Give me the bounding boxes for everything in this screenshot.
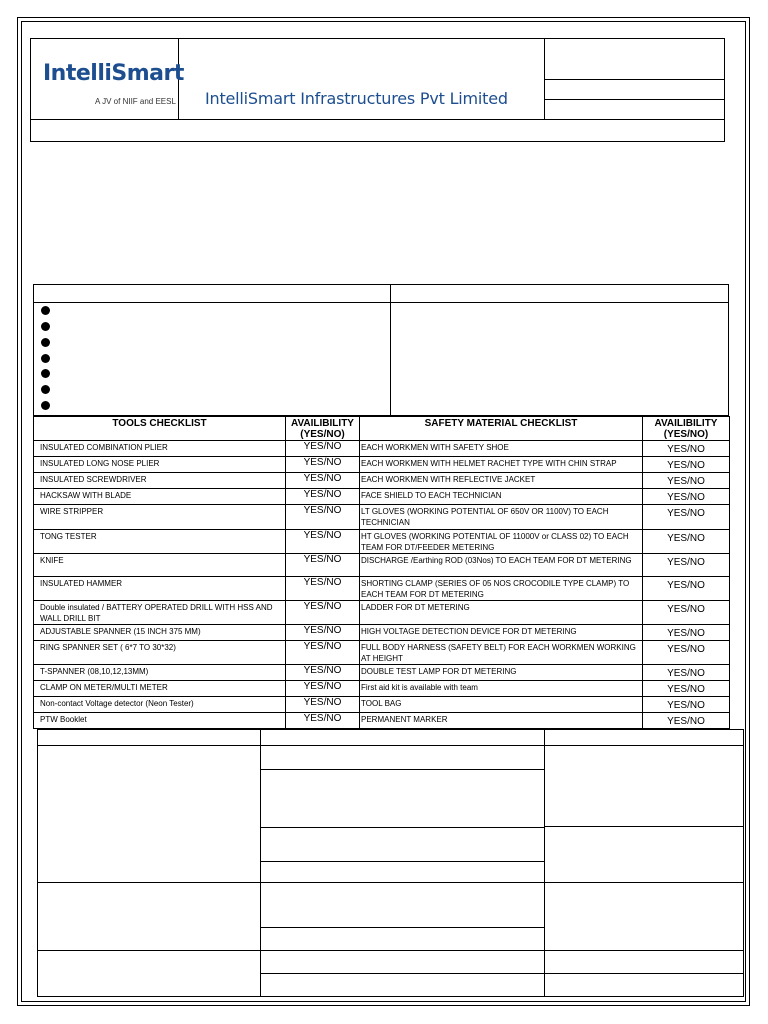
grid-divider	[544, 730, 545, 996]
header-right-row-2	[545, 80, 725, 100]
checklist-row	[34, 625, 730, 641]
safety-item: EACH WORKMEN WITH SAFETY SHOE	[360, 441, 643, 457]
safety-item: HT GLOVES (WORKING POTENTIAL OF 11000V or CLASS 02) TO EACH TEAM FOR DT/FEEDER METERING	[360, 530, 643, 554]
safety-item: DOUBLE TEST LAMP FOR DT METERING	[360, 665, 643, 681]
checklist-row	[34, 554, 730, 577]
checklist-row	[34, 665, 730, 681]
bullet-icon	[41, 369, 50, 378]
checklist-row	[34, 489, 730, 505]
logo-cell	[31, 39, 184, 119]
tool-availability: YES/NO	[286, 641, 360, 665]
safety-availability: YES/NO	[643, 505, 730, 530]
checklist-row	[34, 697, 730, 713]
safety-availability: YES/NO	[643, 601, 730, 625]
document-header	[30, 38, 725, 142]
title-cell	[179, 39, 545, 119]
grid-line	[260, 927, 544, 928]
instruction-section	[33, 284, 729, 416]
tool-item: INSULATED SCREWDRIVER	[34, 473, 286, 489]
safety-item: SHORTING CLAMP (SERIES OF 05 NOS CROCODILE TYPE CLAMP) TO EACH TEAM FOR DT METERING	[360, 577, 643, 601]
safety-availability: YES/NO	[643, 665, 730, 681]
safety-item: First aid kit is available with team	[360, 681, 643, 697]
checklist-row	[34, 577, 730, 601]
tool-item: RING SPANNER SET ( 6*7 TO 30*32)	[34, 641, 286, 665]
safety-item: EACH WORKMEN WITH HELMET RACHET TYPE WITH CHIN STRAP	[360, 457, 643, 473]
grid-line	[260, 827, 544, 828]
safety-availability-header: AVAILIBILITY (YES/NO)	[643, 417, 730, 441]
tool-item: INSULATED HAMMER	[34, 577, 286, 601]
grid-line	[260, 973, 744, 974]
tool-availability: YES/NO	[286, 554, 360, 577]
tool-item: HACKSAW WITH BLADE	[34, 489, 286, 505]
tool-item: WIRE STRIPPER	[34, 505, 286, 530]
tool-item: Double insulated / BATTERY OPERATED DRILL WITH HSS AND WALL DRILL BIT	[34, 601, 286, 625]
tool-availability: YES/NO	[286, 665, 360, 681]
safety-availability: YES/NO	[643, 577, 730, 601]
checklist-row	[34, 441, 730, 457]
checklist-row	[34, 473, 730, 489]
tools-checklist-header: TOOLS CHECKLIST	[34, 417, 286, 441]
tool-availability: YES/NO	[286, 489, 360, 505]
safety-availability: YES/NO	[643, 641, 730, 665]
tool-item: PTW Booklet	[34, 713, 286, 729]
tool-availability: YES/NO	[286, 457, 360, 473]
checklist-row	[34, 601, 730, 625]
safety-availability: YES/NO	[643, 473, 730, 489]
safety-item: EACH WORKMEN WITH REFLECTIVE JACKET	[360, 473, 643, 489]
safety-item: FULL BODY HARNESS (SAFETY BELT) FOR EACH WORKMEN WORKING AT HEIGHT	[360, 641, 643, 665]
safety-item: PERMANENT MARKER	[360, 713, 643, 729]
safety-item: LT GLOVES (WORKING POTENTIAL OF 650V OR 1100V) TO EACH TECHNICIAN	[360, 505, 643, 530]
safety-item: HIGH VOLTAGE DETECTION DEVICE FOR DT METERING	[360, 625, 643, 641]
safety-item: DISCHARGE /Earthing ROD (03Nos) TO EACH TEAM FOR DT METERING	[360, 554, 643, 577]
tool-availability: YES/NO	[286, 530, 360, 554]
left-column-header	[34, 285, 391, 303]
tool-availability: YES/NO	[286, 625, 360, 641]
safety-availability: YES/NO	[643, 697, 730, 713]
tool-item: T-SPANNER (08,10,12,13MM)	[34, 665, 286, 681]
tool-availability: YES/NO	[286, 473, 360, 489]
tool-item: KNIFE	[34, 554, 286, 577]
tool-availability: YES/NO	[286, 577, 360, 601]
safety-availability: YES/NO	[643, 441, 730, 457]
tool-item: INSULATED COMBINATION PLIER	[34, 441, 286, 457]
grid-line	[260, 861, 544, 862]
checklist-row	[34, 641, 730, 665]
tool-availability: YES/NO	[286, 505, 360, 530]
safety-availability: YES/NO	[643, 530, 730, 554]
safety-item: LADDER FOR DT METERING	[360, 601, 643, 625]
bullet-icon	[41, 338, 50, 347]
tool-item: INSULATED LONG NOSE PLIER	[34, 457, 286, 473]
logo-wordmark: IntelliSmart	[43, 61, 184, 86]
bullet-icon	[41, 306, 50, 315]
grid-line	[544, 826, 743, 827]
grid-line	[260, 769, 544, 770]
checklist-row	[34, 457, 730, 473]
checklist-row	[34, 530, 730, 554]
tool-availability: YES/NO	[286, 713, 360, 729]
header-right-cell	[545, 39, 725, 119]
right-column-body	[391, 303, 728, 415]
tools-availability-header: AVAILIBILITY (YES/NO)	[286, 417, 360, 441]
safety-availability: YES/NO	[643, 713, 730, 729]
checklist-row	[34, 681, 730, 697]
tool-item: Non-contact Voltage detector (Neon Tester)	[34, 697, 286, 713]
checklist-body	[34, 441, 730, 729]
bullet-icon	[41, 385, 50, 394]
tool-availability: YES/NO	[286, 601, 360, 625]
bullet-icon	[41, 354, 50, 363]
safety-availability: YES/NO	[643, 681, 730, 697]
safety-availability: YES/NO	[643, 489, 730, 505]
intellismart-logo	[43, 61, 184, 111]
safety-availability: YES/NO	[643, 457, 730, 473]
safety-availability: YES/NO	[643, 554, 730, 577]
grid-line	[38, 745, 743, 746]
safety-item: FACE SHIELD TO EACH TECHNICIAN	[360, 489, 643, 505]
bullet-icon	[41, 322, 50, 331]
checklist-table	[33, 416, 730, 729]
bullet-icon	[41, 401, 50, 410]
logo-tagline: A JV of NIIF and EESL	[95, 97, 176, 106]
company-title: IntelliSmart Infrastructures Pvt Limited	[205, 89, 508, 108]
header-bottom-row	[31, 119, 724, 141]
safety-checklist-header: SAFETY MATERIAL CHECKLIST	[360, 417, 643, 441]
signature-grid	[37, 729, 744, 997]
grid-line	[38, 882, 743, 883]
right-column-header	[391, 285, 728, 303]
safety-item: TOOL BAG	[360, 697, 643, 713]
safety-availability: YES/NO	[643, 625, 730, 641]
tool-item: ADJUSTABLE SPANNER (15 INCH 375 MM)	[34, 625, 286, 641]
grid-line	[38, 950, 743, 951]
tool-availability: YES/NO	[286, 697, 360, 713]
tool-availability: YES/NO	[286, 441, 360, 457]
tool-availability: YES/NO	[286, 681, 360, 697]
left-bullet-list	[34, 303, 391, 415]
checklist-row	[34, 713, 730, 729]
checklist-row	[34, 505, 730, 530]
header-right-row-1	[545, 39, 725, 80]
tool-item: CLAMP ON METER/MULTI METER	[34, 681, 286, 697]
tool-item: TONG TESTER	[34, 530, 286, 554]
